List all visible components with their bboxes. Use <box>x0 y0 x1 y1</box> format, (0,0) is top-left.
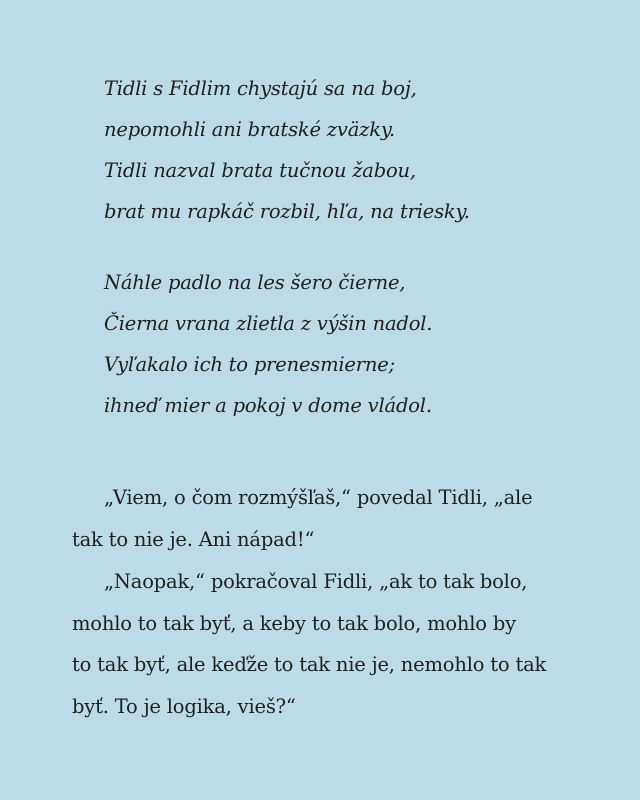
verse-line: Vyľakalo ich to prenesmierne; <box>104 353 395 376</box>
verse-line: Tidli nazval brata tučnou žabou, <box>104 159 416 182</box>
prose-line: byť. To je logika, vieš?“ <box>72 694 296 718</box>
prose-paragraph-1 <box>72 477 572 560</box>
poem-stanza-1 <box>104 68 470 232</box>
prose-line: to tak byť, ale keďže to tak nie je, nemohlo to tak <box>72 653 547 676</box>
prose-paragraph-2 <box>72 561 572 727</box>
poem-stanza-2 <box>104 262 432 426</box>
verse-line: Tidli s Fidlim chystajú sa na boj, <box>104 77 417 100</box>
prose-line: „Naopak,“ pokračoval Fidli, „ak to tak bolo, <box>104 570 528 593</box>
verse-line: nepomohli ani bratské zväzky. <box>104 118 396 141</box>
verse-line: ihneď mier a pokoj v dome vládol. <box>104 394 432 417</box>
prose-line: „Viem, o čom rozmýšľaš,“ povedal Tidli, „ale <box>104 486 533 509</box>
verse-line: Čierna vrana zlietla z výšin nadol. <box>104 312 433 335</box>
prose-line: tak to nie je. Ani nápad!“ <box>72 527 315 551</box>
verse-line: Náhle padlo na les šero čierne, <box>104 271 406 294</box>
prose-line: mohlo to tak byť, a keby to tak bolo, mohlo by <box>72 611 516 635</box>
verse-line: brat mu rapkáč rozbil, hľa, na triesky. <box>104 200 470 223</box>
